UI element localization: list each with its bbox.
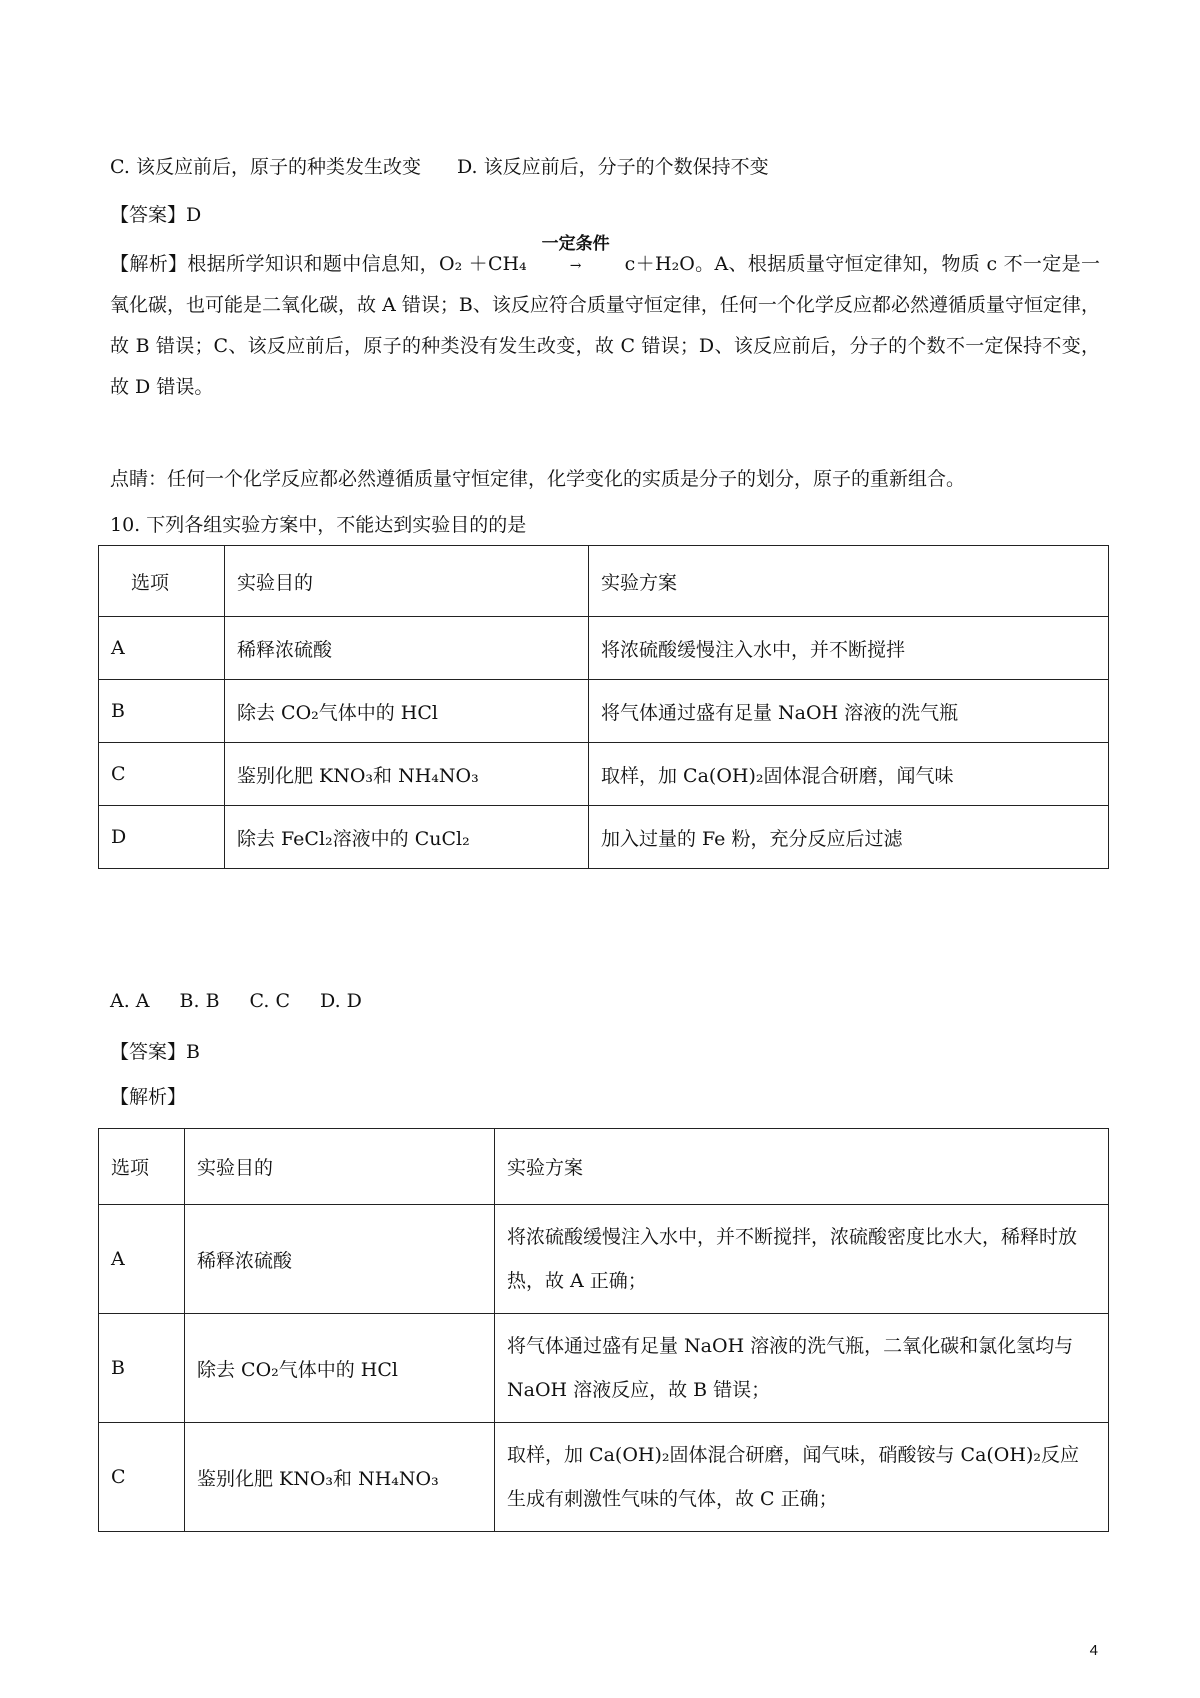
cell-plan: 取样，加 Ca(OH)₂固体混合研磨，闻气味，硝酸铵与 Ca(OH)₂反应生成有刺激性气味的气体，故 C 正确； xyxy=(495,1423,1109,1532)
cell-plan: 将气体通过盛有足量 NaOH 溶液的洗气瓶，二氧化碳和氯化氢均与 NaOH 溶液反应，故 B 错误； xyxy=(495,1314,1109,1423)
cell-purpose: 除去 FeCl₂溶液中的 CuCl₂ xyxy=(225,806,589,869)
answer-choices xyxy=(110,990,362,1012)
table-row xyxy=(99,1423,1109,1532)
comment-1: 点睛：任何一个化学反应都必然遵循质量守恒定律，化学变化的实质是分子的划分，原子的重新组合。 xyxy=(110,468,966,490)
table-row xyxy=(99,680,1109,743)
analysis-table xyxy=(98,1128,1109,1532)
cell-option: B xyxy=(99,680,225,743)
table-row xyxy=(99,617,1109,680)
answer-1: 【答案】D xyxy=(110,204,202,226)
cell-purpose: 稀释浓硫酸 xyxy=(225,617,589,680)
cell-plan: 将气体通过盛有足量 NaOH 溶液的洗气瓶 xyxy=(589,680,1109,743)
analysis-1 xyxy=(110,234,1100,408)
analysis-1-body: c＋H₂O。A、根据质量守恒定律知，物质 c 不一定是一氧化碳，也可能是二氧化碳，故 A 错误；B、该反应符合质量守恒定律，任何一个化学反应都必然遵循质量守恒定律，故 B 错误；C、该反应前后，原子的种类没有发生改变，故 C 错误；D、该反应前后，分子的个数不一定保持不变，故 D 错误。 xyxy=(110,253,1100,398)
options-c-d xyxy=(110,152,769,179)
cell-plan: 将浓硫酸缓慢注入水中，并不断搅拌 xyxy=(589,617,1109,680)
table-row xyxy=(99,806,1109,869)
header-option: 选项 xyxy=(99,1129,185,1205)
cell-option: B xyxy=(99,1314,185,1423)
option-d: D. 该反应前后，分子的个数保持不变 xyxy=(456,156,769,178)
table-header-row xyxy=(99,546,1109,617)
cell-purpose: 鉴别化肥 KNO₃和 NH₄NO₃ xyxy=(225,743,589,806)
question-10: 10. 下列各组实验方案中，不能达到实验目的的是 xyxy=(110,514,527,536)
choice-c: C. C xyxy=(249,990,291,1012)
experiment-table xyxy=(98,545,1109,869)
cell-purpose: 鉴别化肥 KNO₃和 NH₄NO₃ xyxy=(185,1423,495,1532)
cell-purpose: 除去 CO₂气体中的 HCl xyxy=(185,1314,495,1423)
cell-option: C xyxy=(99,743,225,806)
reaction-condition: 一定条件 xyxy=(541,234,610,254)
header-option: 选项 xyxy=(99,546,225,617)
analysis-1-prefix: 【解析】根据所学知识和题中信息知，O₂ ＋CH₄ xyxy=(110,253,527,275)
header-purpose: 实验目的 xyxy=(185,1129,495,1205)
header-purpose: 实验目的 xyxy=(225,546,589,617)
cell-plan: 将浓硫酸缓慢注入水中，并不断搅拌，浓硫酸密度比水大，稀释时放热，故 A 正确； xyxy=(495,1205,1109,1314)
cell-option: C xyxy=(99,1423,185,1532)
reaction-arrow xyxy=(533,234,619,274)
cell-plan: 取样，加 Ca(OH)₂固体混合研磨，闻气味 xyxy=(589,743,1109,806)
table-row xyxy=(99,1314,1109,1423)
table-header-row xyxy=(99,1129,1109,1205)
choice-b: B. B xyxy=(179,990,220,1012)
choice-d: D. D xyxy=(320,990,362,1012)
cell-option: A xyxy=(99,1205,185,1314)
cell-option: A xyxy=(99,617,225,680)
header-plan: 实验方案 xyxy=(495,1129,1109,1205)
arrow-icon: → xyxy=(569,258,582,274)
table-row xyxy=(99,1205,1109,1314)
header-plan: 实验方案 xyxy=(589,546,1109,617)
cell-option: D xyxy=(99,806,225,869)
option-c: C. 该反应前后，原子的种类发生改变 xyxy=(110,156,421,178)
cell-purpose: 除去 CO₂气体中的 HCl xyxy=(225,680,589,743)
choice-a: A. A xyxy=(110,990,150,1012)
answer-2: 【答案】B xyxy=(110,1041,200,1063)
analysis-2: 【解析】 xyxy=(110,1086,187,1108)
table-row xyxy=(99,743,1109,806)
page-number: 4 xyxy=(1089,1642,1098,1659)
cell-plan: 加入过量的 Fe 粉，充分反应后过滤 xyxy=(589,806,1109,869)
cell-purpose: 稀释浓硫酸 xyxy=(185,1205,495,1314)
